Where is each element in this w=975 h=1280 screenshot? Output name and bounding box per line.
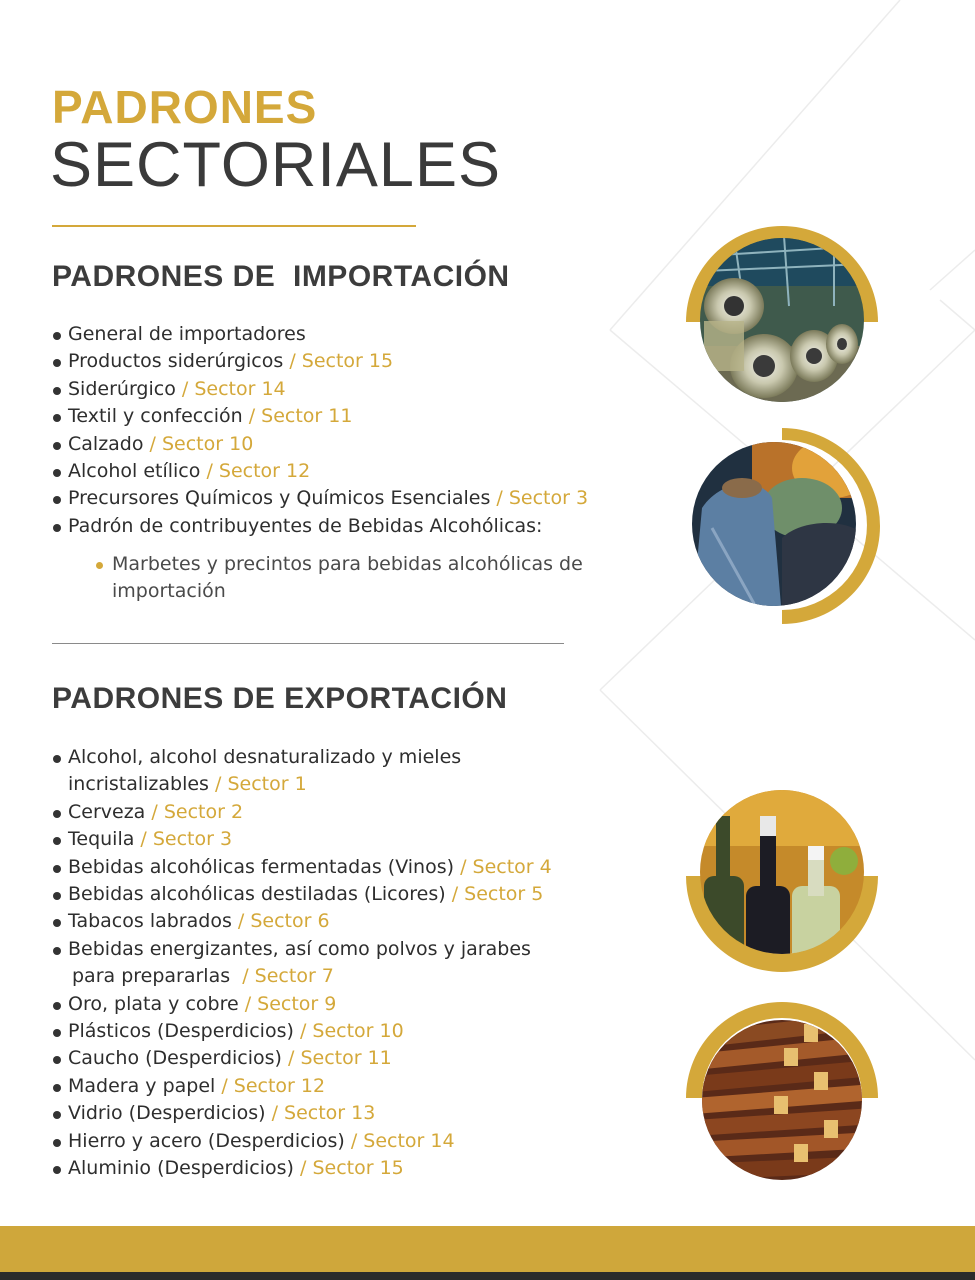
list-item xyxy=(52,826,552,853)
sector-tag: / Sector 12 xyxy=(206,460,311,483)
list-item xyxy=(52,1128,552,1155)
item-text: Productos siderúrgicos xyxy=(68,350,284,373)
import-list xyxy=(52,321,588,540)
steel-coils-photo xyxy=(684,226,882,408)
item-text: General de importadores xyxy=(68,323,306,345)
item-continuation xyxy=(68,963,552,990)
sector-tag: / Sector 4 xyxy=(460,855,552,878)
item-text: Precursores Químicos y Químicos Esenciales xyxy=(68,487,491,510)
sector-tag: / Sector 10 xyxy=(299,1020,404,1043)
list-item xyxy=(52,1155,552,1182)
bottles-photo xyxy=(684,786,882,976)
cigars-photo xyxy=(684,1000,882,1184)
item-text: Bebidas alcohólicas destiladas (Licores) xyxy=(68,883,446,906)
export-list xyxy=(52,744,552,1183)
sector-tag: / Sector 9 xyxy=(244,992,337,1015)
item-continuation xyxy=(68,771,552,798)
list-item xyxy=(52,513,588,540)
export-section-heading: PADRONES DE EXPORTACIÓN xyxy=(52,682,508,715)
item-text: Plásticos (Desperdicios) xyxy=(68,1020,294,1043)
sector-tag: / Sector 13 xyxy=(271,1102,376,1125)
item-text: Alcohol etílico xyxy=(68,460,201,483)
title-divider xyxy=(52,225,416,227)
item-text: Alcohol, alcohol desnaturalizado y mieles xyxy=(68,746,462,768)
list-item xyxy=(52,799,552,826)
page-title-line2: SECTORIALES xyxy=(50,130,501,200)
list-item xyxy=(52,1045,552,1072)
sector-tag: / Sector 3 xyxy=(140,828,233,851)
import-section-heading: PADRONES DE IMPORTACIÓN xyxy=(52,260,510,293)
item-text: Aluminio (Desperdicios) xyxy=(68,1157,294,1180)
section-divider xyxy=(52,643,564,644)
list-item xyxy=(52,991,552,1018)
list-item xyxy=(52,908,552,935)
item-text: Calzado xyxy=(68,432,144,455)
sector-tag: / Sector 2 xyxy=(151,800,244,823)
item-text: incristalizables xyxy=(68,773,209,796)
sector-tag: / Sector 10 xyxy=(149,432,254,455)
sector-tag: / Sector 7 xyxy=(242,965,334,988)
list-item xyxy=(52,1073,552,1100)
list-item xyxy=(52,376,588,403)
import-sublist xyxy=(94,551,602,606)
item-text: Siderúrgico xyxy=(68,377,176,400)
item-text: Hierro y acero (Desperdicios) xyxy=(68,1129,345,1152)
item-text: Padrón de contribuyentes de Bebidas Alcohólicas: xyxy=(68,514,543,537)
list-item xyxy=(52,854,552,881)
item-text: Vidrio (Desperdicios) xyxy=(68,1102,266,1125)
item-text: Bebidas energizantes, así como polvos y jarabes xyxy=(68,937,531,960)
item-text: Madera y papel xyxy=(68,1074,216,1097)
item-text: Tabacos labrados xyxy=(68,910,232,933)
sector-tag: / Sector 12 xyxy=(221,1074,326,1097)
list-item xyxy=(52,321,588,348)
item-text: Cerveza xyxy=(68,800,146,823)
item-text: Caucho (Desperdicios) xyxy=(68,1047,282,1070)
sub-list-item: Marbetes y precintos para bebidas alcohólicas de importación xyxy=(94,551,602,606)
page-title-line1: PADRONES xyxy=(52,81,318,133)
yarn-spools-photo xyxy=(692,428,882,626)
sector-tag: / Sector 6 xyxy=(237,910,330,933)
list-item xyxy=(52,403,588,430)
sector-tag: / Sector 3 xyxy=(496,487,589,510)
item-text: Oro, plata y cobre xyxy=(68,992,239,1015)
sector-tag: / Sector 5 xyxy=(451,883,544,906)
list-item xyxy=(52,348,588,375)
list-item xyxy=(52,744,552,799)
sector-tag: / Sector 15 xyxy=(300,1157,404,1180)
list-item xyxy=(52,458,588,485)
sector-tag: / Sector 1 xyxy=(215,773,307,796)
footer-gold-band xyxy=(0,1226,975,1272)
footer-dark-band xyxy=(0,1272,975,1280)
item-text: para prepararlas xyxy=(72,965,231,988)
list-item xyxy=(52,1018,552,1045)
sector-tag: / Sector 14 xyxy=(350,1129,455,1152)
sector-tag: / Sector 11 xyxy=(288,1047,392,1070)
list-item xyxy=(52,881,552,908)
list-item xyxy=(52,485,588,512)
item-text: Tequila xyxy=(68,828,135,851)
list-item xyxy=(52,936,552,991)
item-text: Textil y confección xyxy=(68,405,243,428)
list-item xyxy=(52,1100,552,1127)
sector-tag: / Sector 14 xyxy=(181,377,286,400)
list-item xyxy=(52,431,588,458)
sector-tag: / Sector 15 xyxy=(289,350,394,373)
item-text: Bebidas alcohólicas fermentadas (Vinos) xyxy=(68,855,455,878)
sector-tag: / Sector 11 xyxy=(248,405,353,428)
